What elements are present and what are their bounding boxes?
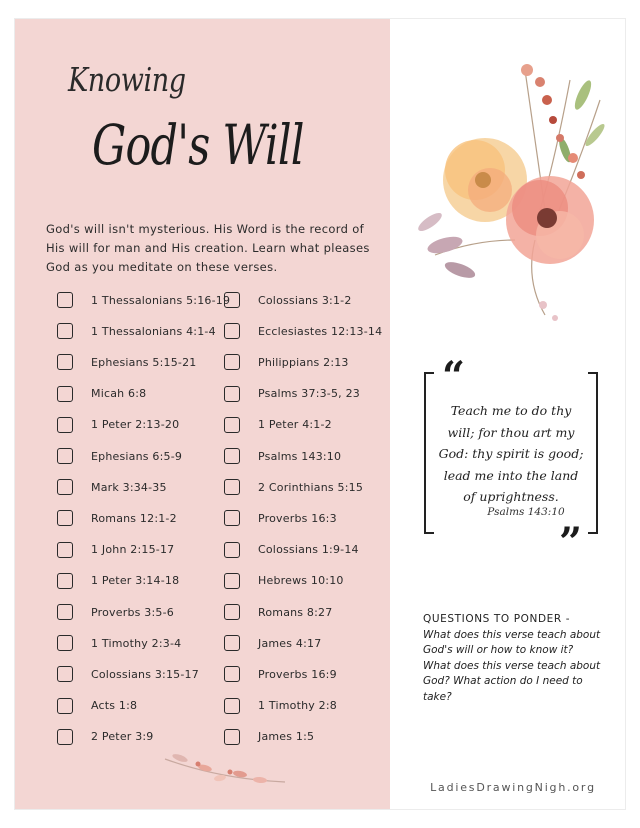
checkbox[interactable] xyxy=(57,542,73,558)
checkbox[interactable] xyxy=(57,448,73,464)
verse-reference: 1 Peter 4:1-2 xyxy=(258,418,332,432)
verse-reference: Hebrews 10:10 xyxy=(258,574,344,588)
checkbox[interactable] xyxy=(57,635,73,651)
checkbox[interactable] xyxy=(57,573,73,589)
verse-reference: Colossians 1:9-14 xyxy=(258,543,359,557)
checkbox[interactable] xyxy=(224,729,240,745)
checklist-item xyxy=(224,664,337,684)
checkbox[interactable] xyxy=(224,292,240,308)
checkbox[interactable] xyxy=(57,698,73,714)
quote-text: Teach me to do thy will; for thou art my God: thy spirit is good; lead me into the land of uprightness. xyxy=(438,403,584,504)
verse-reference: Ephesians 6:5-9 xyxy=(91,449,183,463)
verse-reference: Ecclesiastes 12:13-14 xyxy=(258,324,383,338)
checklist-item xyxy=(57,696,137,716)
checklist-item xyxy=(57,477,167,497)
verse-reference: 1 Timothy 2:3-4 xyxy=(91,636,182,650)
verse-reference: Psalms 37:3-5, 23 xyxy=(258,387,360,401)
checklist-item xyxy=(57,290,230,310)
title-gods-will: God's Will xyxy=(92,113,304,177)
checklist-item xyxy=(224,633,321,653)
quote-block xyxy=(424,353,598,566)
checklist-item xyxy=(57,508,177,528)
floral-bouquet-illustration xyxy=(405,40,625,330)
checkbox[interactable] xyxy=(57,510,73,526)
ponder-body: What does this verse teach about God's will or how to know it? What does this verse teach about God? What action do I need to take? xyxy=(423,628,601,703)
verse-reference: Colossians 3:15-17 xyxy=(91,667,199,681)
checklist-item xyxy=(57,540,174,560)
checklist-item xyxy=(57,571,179,591)
checklist-item xyxy=(57,352,196,372)
quote-bracket-left xyxy=(424,372,434,534)
verse-reference: James 1:5 xyxy=(258,730,315,744)
ponder-section xyxy=(423,612,601,706)
checklist-item xyxy=(57,602,174,622)
checklist-item xyxy=(224,384,360,404)
verse-reference: 1 Thessalonians 5:16-19 xyxy=(91,293,231,307)
intro-text: God's will isn't mysterious. His Word is the record of His will for man and His creation. Learn what pleases God as you meditate on these verses. xyxy=(46,222,370,274)
checklist-item xyxy=(57,384,146,404)
checklist-item xyxy=(224,696,337,716)
title-knowing: Knowing xyxy=(68,60,186,99)
checkbox[interactable] xyxy=(224,573,240,589)
open-quote-icon: “ xyxy=(442,353,466,400)
checkbox[interactable] xyxy=(57,479,73,495)
close-quote-icon: ” xyxy=(558,519,582,566)
verse-reference: Proverbs 3:5-6 xyxy=(91,605,174,619)
checkbox[interactable] xyxy=(224,448,240,464)
checkbox[interactable] xyxy=(57,386,73,402)
ponder-heading: QUESTIONS TO PONDER - xyxy=(423,613,571,625)
checkbox[interactable] xyxy=(224,386,240,402)
checklist-item xyxy=(224,321,382,341)
quote-reference: Psalms 143:10 xyxy=(487,506,565,518)
checklist-item xyxy=(224,540,359,560)
checkbox[interactable] xyxy=(224,417,240,433)
checkbox[interactable] xyxy=(57,354,73,370)
verse-reference: Proverbs 16:3 xyxy=(258,511,337,525)
verse-reference: Micah 6:8 xyxy=(91,387,147,401)
footer-website: LadiesDrawingNigh.org xyxy=(430,781,596,794)
checkbox[interactable] xyxy=(224,354,240,370)
verse-reference: Proverbs 16:9 xyxy=(258,667,337,681)
verse-reference: Romans 12:1-2 xyxy=(91,511,177,525)
checklist-item xyxy=(57,727,154,747)
verse-reference: 1 Thessalonians 4:1-4 xyxy=(91,324,216,338)
verse-reference: Ephesians 5:15-21 xyxy=(91,355,197,369)
checkbox[interactable] xyxy=(224,698,240,714)
checklist-item xyxy=(224,508,337,528)
verse-reference: 1 John 2:15-17 xyxy=(91,543,175,557)
checkbox[interactable] xyxy=(224,323,240,339)
verse-reference: Acts 1:8 xyxy=(91,699,138,713)
checklist-item xyxy=(224,477,363,497)
checklist-item xyxy=(224,352,349,372)
checkbox[interactable] xyxy=(57,417,73,433)
verse-reference: James 4:17 xyxy=(258,636,322,650)
checkbox[interactable] xyxy=(224,604,240,620)
verse-reference: Mark 3:34-35 xyxy=(91,480,167,494)
checklist-item xyxy=(57,446,182,466)
quote-bracket-right xyxy=(588,372,598,534)
checkbox[interactable] xyxy=(224,635,240,651)
checklist-item xyxy=(224,571,344,591)
checklist-item xyxy=(57,633,181,653)
checkbox[interactable] xyxy=(57,292,73,308)
pink-flower xyxy=(506,176,594,264)
verse-reference: 1 Peter 3:14-18 xyxy=(91,574,180,588)
checkbox[interactable] xyxy=(57,729,73,745)
checkbox[interactable] xyxy=(57,323,73,339)
verse-reference: Philippians 2:13 xyxy=(258,355,349,369)
checklist-item xyxy=(224,446,341,466)
checklist-item xyxy=(57,321,216,341)
checklist-item xyxy=(224,290,352,310)
verse-reference: Colossians 3:1-2 xyxy=(258,293,352,307)
checklist-item xyxy=(57,664,199,684)
verse-reference: Psalms 143:10 xyxy=(258,449,342,463)
verse-reference: 1 Timothy 2:8 xyxy=(258,699,337,713)
checkbox[interactable] xyxy=(57,604,73,620)
verse-reference: 2 Corinthians 5:15 xyxy=(258,480,364,494)
checklist-item xyxy=(224,602,332,622)
verse-reference: 2 Peter 3:9 xyxy=(91,730,154,744)
checkbox[interactable] xyxy=(57,666,73,682)
verse-reference: 1 Peter 2:13-20 xyxy=(91,418,180,432)
checkbox[interactable] xyxy=(224,510,240,526)
checklist-item xyxy=(57,415,179,435)
checkbox[interactable] xyxy=(224,666,240,682)
checkbox[interactable] xyxy=(224,479,240,495)
checklist-item xyxy=(224,415,332,435)
verse-reference: Romans 8:27 xyxy=(258,605,333,619)
floral-sprig-illustration xyxy=(160,744,290,794)
checkbox[interactable] xyxy=(224,542,240,558)
